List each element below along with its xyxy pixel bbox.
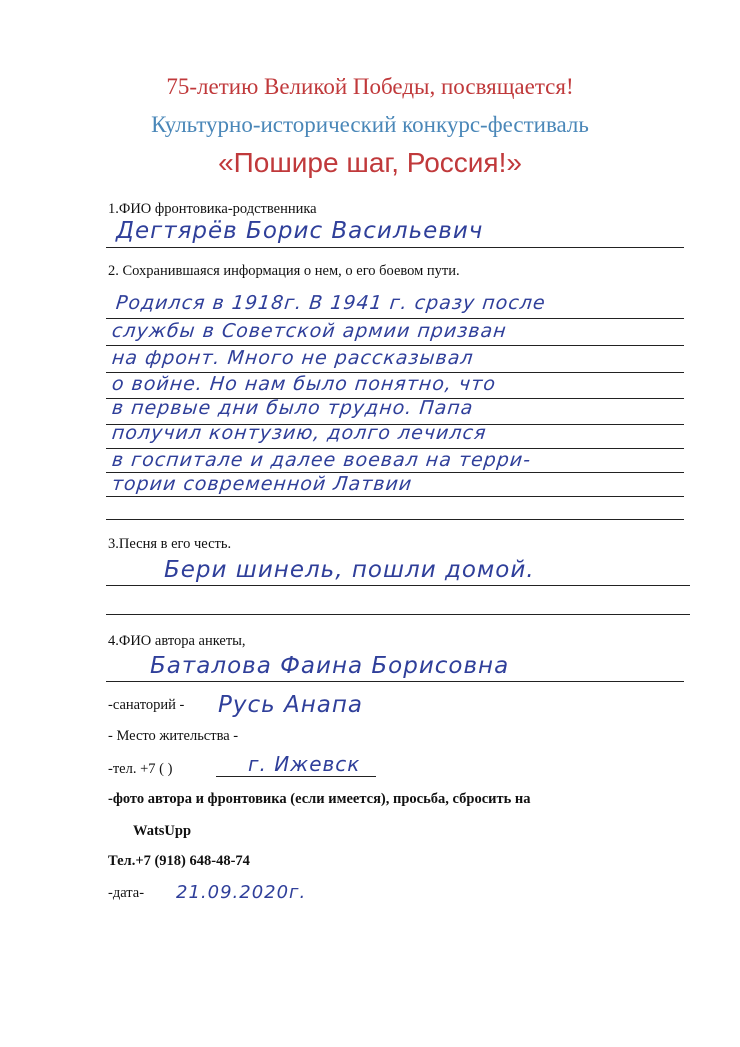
- question-4-label: 4.ФИО автора анкеты,: [108, 633, 246, 649]
- question-2-answer-line-8: тории современной Латвии: [110, 473, 414, 495]
- phone-label: -тел. +7 ( ): [108, 761, 173, 777]
- watsupp-label: WatsUpp: [133, 823, 192, 839]
- sanatorium-answer: Русь Анапа: [218, 692, 363, 718]
- header-slogan: «Пошире шаг, Россия!»: [218, 147, 522, 178]
- question-2-answer-line-2: службы в Советской армии призван: [110, 320, 508, 342]
- header-subtitle-blue: Культурно-исторический конкурс-фестиваль: [151, 112, 589, 137]
- question-3-label: 3.Песня в его честь.: [108, 536, 232, 552]
- header-title-red: 75-летию Великой Победы, посвящается!: [166, 74, 574, 99]
- question-2-answer-line-6: получил контузию, долго лечился: [110, 422, 488, 444]
- question-1-label: 1.ФИО фронтовика-родственника: [108, 201, 317, 217]
- question-2-answer-line-3: на фронт. Много не рассказывал: [110, 347, 475, 369]
- question-3-answer: Бери шинель, пошли домой.: [164, 557, 535, 583]
- answer-line: [106, 247, 684, 248]
- answer-line: [106, 318, 684, 319]
- question-2-answer-line-4: о войне. Но нам было понятно, что: [110, 373, 498, 395]
- contact-phone: Тел.+7 (918) 648-48-74: [108, 853, 250, 869]
- sanatorium-label: -санаторий -: [108, 697, 185, 713]
- residence-answer: г. Ижевск: [248, 752, 361, 776]
- answer-line: [216, 776, 376, 777]
- answer-line: [106, 585, 690, 586]
- question-2-answer-line-1: Родился в 1918г. В 1941 г. сразу после: [114, 292, 547, 314]
- question-2-label: 2. Сохранившаяся информация о нем, о его боевом пути.: [108, 263, 460, 279]
- answer-line: [106, 496, 684, 497]
- question-2-answer-line-5: в первые дни было трудно. Папа: [110, 397, 475, 419]
- question-2-answer-line-7: в госпитале и далее воевал на терри-: [110, 449, 533, 471]
- date-label: -дата-: [108, 885, 145, 901]
- answer-line: [106, 519, 684, 520]
- question-4-answer: Баталова Фаина Борисовна: [150, 653, 510, 679]
- question-1-answer: Дегтярёв Борис Васильевич: [116, 218, 484, 244]
- answer-line: [106, 614, 690, 615]
- residence-label: - Место жительства -: [108, 728, 239, 744]
- answer-line: [106, 681, 684, 682]
- date-answer: 21.09.2020г.: [176, 882, 307, 903]
- answer-line: [106, 345, 684, 346]
- photo-note: -фото автора и фронтовика (если имеется), просьба, сбросить на: [108, 791, 531, 807]
